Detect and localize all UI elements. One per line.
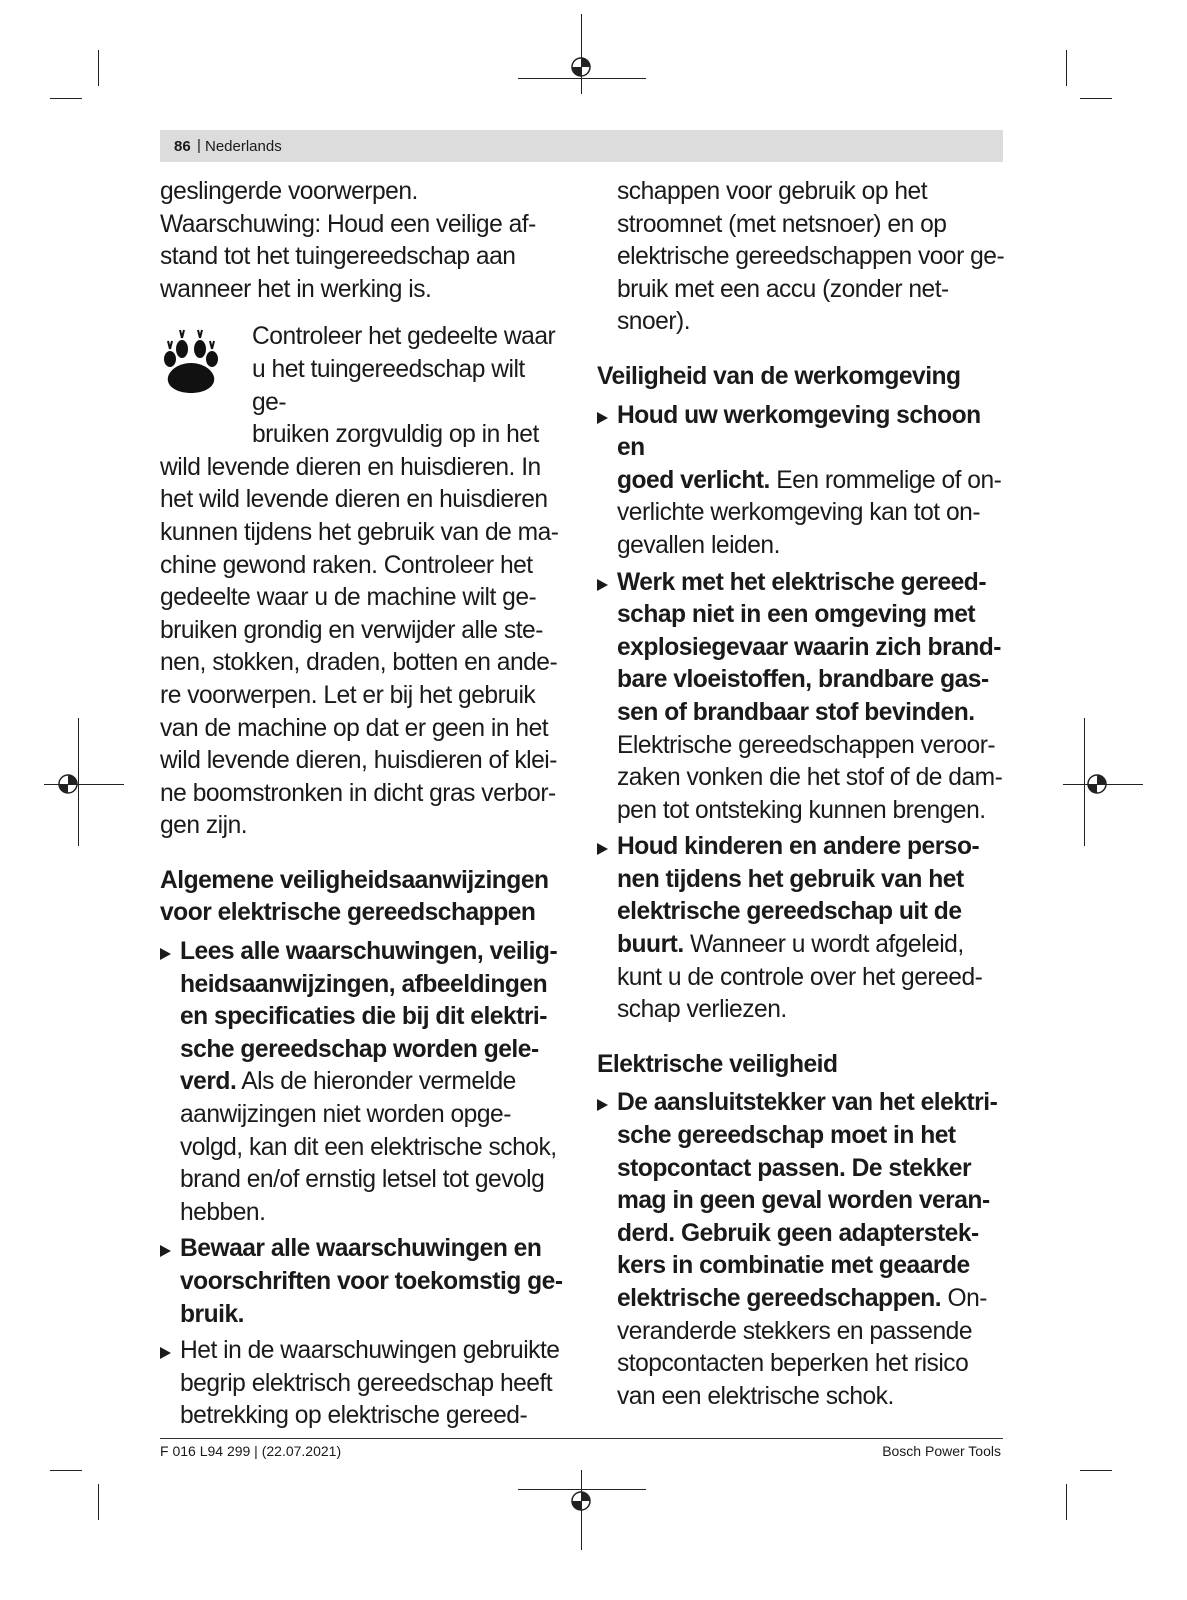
text-line: gedeelte waar u de machine wilt ge- (160, 584, 537, 612)
text-line: Lees alle waarschuwingen, veilig- (180, 938, 558, 966)
text-line: De aansluitstekker van het elektri- (617, 1089, 998, 1117)
text-line: explosiegevaar waarin zich brand- (617, 633, 1001, 661)
text-line: kunt u de controle over het gereed- (617, 963, 983, 991)
crop-mark (1066, 1484, 1067, 1520)
bullet-triangle-icon (160, 1347, 171, 1359)
text-line: verlichte werkomgeving kan tot on- (617, 499, 981, 527)
text-line: geslingerde voorwerpen. (160, 178, 418, 205)
footer-document-id: F 016 L94 299 | (22.07.2021) (160, 1443, 342, 1459)
intro-paragraph (160, 176, 565, 306)
text-line: Waarschuwing: Houd een veilige af- (160, 210, 536, 238)
text-line: re voorwerpen. Let er bij het gebruik (160, 681, 536, 709)
registration-target-icon (1086, 773, 1108, 795)
text-line: schappen voor gebruik op het (617, 178, 928, 205)
page-number: 86 (174, 138, 191, 155)
header-separator: | (197, 137, 201, 154)
text-line: buurt. Wanneer u wordt afgeleid, (617, 931, 964, 959)
text-line: hebben. (180, 1198, 266, 1226)
text-line: Het in de waarschuwingen gebruikte (180, 1337, 560, 1365)
heading-line: Algemene veiligheidsaanwijzingen (160, 866, 549, 894)
text-line: bruiken grondig en verwijder alle ste- (160, 616, 543, 644)
bullet-triangle-icon (597, 412, 608, 424)
bullet-item (160, 1335, 565, 1433)
text-line: gen zijn. (160, 812, 248, 840)
text-line: kunnen tijdens het gebruik van de ma- (160, 518, 559, 546)
crop-mark (98, 50, 99, 86)
wildlife-warning (160, 321, 565, 843)
text-line: brand en/of ernstig letsel tot gevolg (180, 1166, 545, 1194)
text-line: bruiken zorgvuldig op in het (252, 421, 539, 449)
bullet-triangle-icon (597, 1099, 608, 1111)
bullet-item (597, 1087, 1005, 1413)
text-line: kers in combinatie met geaarde (617, 1252, 970, 1280)
text-line: bruik. (180, 1300, 244, 1328)
text-line: derd. Gebruik geen adapterstek- (617, 1219, 979, 1247)
text-line: aanwijzingen niet worden opge- (180, 1101, 511, 1129)
text-line: veranderde stekkers en passende (617, 1317, 973, 1345)
text-line: begrip elektrisch gereedschap heeft (180, 1369, 553, 1397)
text-line: mag in geen geval worden veran- (617, 1187, 990, 1215)
text-line: voorschriften voor toekomstig ge- (180, 1268, 563, 1295)
text-line: elektrische gereedschappen voor ge- (617, 243, 1005, 271)
bullet-item (597, 567, 1005, 828)
text-line: u het tuingereedschap wilt ge- (252, 355, 525, 416)
registration-line (518, 78, 646, 79)
text-line: bruik met een accu (zonder net- (617, 275, 949, 303)
bullet-triangle-icon (160, 1245, 171, 1257)
text-line: stopcontact passen. De stekker (617, 1154, 972, 1182)
crop-mark (1066, 50, 1067, 86)
registration-target-icon (570, 1490, 592, 1512)
registration-target-icon (57, 773, 79, 795)
heading-line: voor elektrische gereedschappen (160, 899, 536, 927)
text-line: van een elektrische schok. (617, 1382, 894, 1410)
text-line: wild levende dieren en huisdieren. In (160, 453, 541, 481)
text-line: elektrische gereedschap uit de (617, 898, 962, 926)
text-line: Bewaar alle waarschuwingen en (180, 1235, 542, 1263)
text-line: Werk met het elektrische gereed- (617, 568, 987, 596)
bullet-triangle-icon (597, 843, 608, 855)
text-line: het wild levende dieren en huisdieren (160, 486, 548, 514)
bullet-item (160, 936, 565, 1229)
text-line: elektrische gereedschappen. On- (617, 1285, 987, 1312)
registration-line (1084, 718, 1085, 846)
text-line: schap verliezen. (617, 996, 787, 1024)
text-line: en specificaties die bij dit elektri- (180, 1003, 547, 1031)
text-line: goed verlicht. Een rommelige of on- (617, 466, 1002, 494)
crop-mark (50, 98, 82, 99)
bullet-triangle-icon (597, 579, 608, 591)
right-column (597, 176, 1005, 1413)
text-line: pen tot ontsteking kunnen brengen. (617, 796, 986, 824)
crop-mark (1080, 1470, 1112, 1471)
text-line: snoer). (617, 308, 691, 336)
footer-brand: Bosch Power Tools (882, 1443, 1001, 1459)
section-heading (160, 865, 565, 930)
text-line: sche gereedschap worden gele- (180, 1035, 539, 1063)
text-line: zaken vonken die het stof of de dam- (617, 764, 1003, 792)
text-line: Houd kinderen en andere perso- (617, 833, 980, 861)
bullet-item (597, 400, 1005, 563)
registration-line (44, 784, 124, 785)
continued-text (597, 176, 1005, 339)
text-line: sche gereedschap moet in het (617, 1122, 956, 1150)
section-heading: Veiligheid van de werkomgeving (597, 362, 961, 390)
text-line: ne boomstronken in dicht gras verbor- (160, 779, 556, 807)
section-heading: Elektrische veiligheid (597, 1050, 838, 1078)
text-line: Houd uw werkomgeving schoon en (617, 401, 981, 462)
header-language: Nederlands (205, 138, 282, 155)
bullet-item (597, 831, 1005, 1027)
registration-line (581, 14, 582, 94)
footer-divider (160, 1438, 1003, 1439)
crop-mark (50, 1470, 82, 1471)
crop-mark (98, 1484, 99, 1520)
text-line: betrekking op elektrische gereed- (180, 1402, 528, 1430)
text-line: schap niet in een omgeving met (617, 601, 976, 629)
text-line: Controleer het gedeelte waar (252, 323, 556, 351)
paw-print-icon (160, 329, 222, 395)
text-line: nen, stokken, draden, botten en ande- (160, 649, 558, 677)
text-line: volgd, kan dit een elektrische schok, (180, 1133, 557, 1161)
text-line: gevallen leiden. (617, 531, 780, 559)
text-line: sen of brandbaar stof bevinden. (617, 698, 975, 726)
text-line: stroomnet (met netsnoer) en op (617, 210, 947, 238)
text-line: heidsaanwijzingen, afbeeldingen (180, 970, 548, 998)
registration-target-icon (570, 56, 592, 78)
left-column (160, 176, 565, 1433)
text-line: nen tijdens het gebruik van het (617, 865, 964, 893)
text-line: Elektrische gereedschappen veroor- (617, 731, 996, 759)
text-line: van de machine op dat er geen in het (160, 714, 549, 742)
crop-mark (1080, 98, 1112, 99)
text-line: wanneer het in werking is. (160, 275, 432, 303)
text-line: verd. Als de hieronder vermelde (180, 1068, 516, 1096)
text-line: chine gewond raken. Controleer het (160, 551, 533, 579)
page-header (160, 130, 1003, 162)
bullet-item (160, 1233, 565, 1331)
text-line: bare vloeistoffen, brandbare gas- (617, 666, 989, 694)
text-line: stand tot het tuingereedschap aan (160, 243, 516, 271)
text-line: wild levende dieren, huisdieren of klei- (160, 747, 557, 775)
text-line: stopcontacten beperken het risico (617, 1350, 969, 1378)
bullet-triangle-icon (160, 948, 171, 960)
